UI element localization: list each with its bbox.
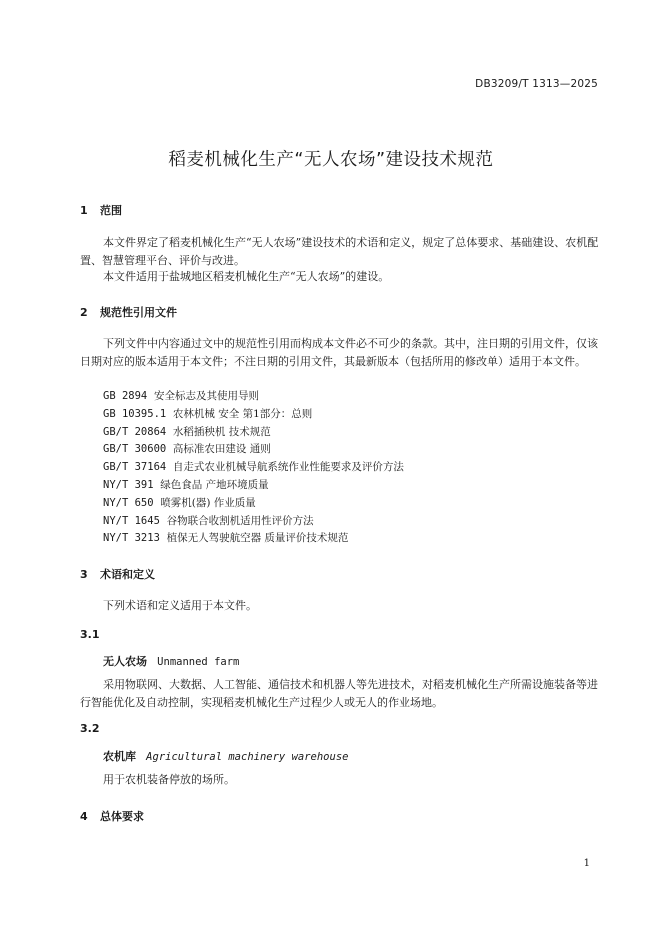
section-1-title: 范围 xyxy=(100,204,122,217)
reference-item: GB/T 20864 水稻插秧机 技术规范 xyxy=(103,425,271,438)
reference-item: GB 2894 安全标志及其使用导则 xyxy=(103,390,259,402)
section-2-title: 规范性引用文件 xyxy=(100,306,177,319)
term-3-1-definition: 采用物联网、大数据、人工智能、通信技术和机器人等先进技术，对稻麦机械化生产所需设施装备等进行智能优化及自动控制，实现稻麦机械化生产过程少人或无人的作业场地。 xyxy=(80,678,598,709)
section-3-title: 术语和定义 xyxy=(100,568,155,581)
term-3-2-definition: 用于农机装备停放的场所。 xyxy=(103,773,235,786)
section-1-paragraph-2: 本文件适用于盐城地区稻麦机械化生产“无人农场”的建设。 xyxy=(103,270,390,283)
reference-item: GB/T 37164 自走式农业机械导航系统作业性能要求及评价方法 xyxy=(103,461,404,474)
term-3-2-chinese: 农机库 xyxy=(103,750,136,763)
term-3-2-number: 3.2 xyxy=(80,722,100,735)
term-3-1-number: 3.1 xyxy=(80,628,100,641)
page-number: 1 xyxy=(583,858,590,869)
section-1-paragraph-1: 本文件界定了稻麦机械化生产“无人农场”建设技术的术语和定义，规定了总体要求、基础建设、农机配置、智慧管理平台、评价与改进。 xyxy=(80,236,599,267)
section-3-heading xyxy=(80,566,155,582)
section-3-number: 3 xyxy=(80,568,88,581)
term-3-1-english: Unmanned farm xyxy=(157,656,240,668)
section-1-heading xyxy=(80,202,122,218)
normative-reference-list xyxy=(103,388,404,548)
section-2-number: 2 xyxy=(80,306,88,319)
section-1-number: 1 xyxy=(80,204,88,217)
document-number: DB3209/T 1313—2025 xyxy=(475,78,598,90)
document-title: 稻麦机械化生产“无人农场”建设技术规范 xyxy=(168,150,494,170)
section-2-heading xyxy=(80,304,177,320)
section-2-paragraph-1: 下列文件中内容通过文中的规范性引用而构成本文件必不可少的条款。其中，注日期的引用文件，仅该日期对应的版本适用于本文件；不注日期的引用文件，其最新版本（包括所用的修改单）适用于本文件。 xyxy=(80,337,598,368)
term-3-2-english: Agricultural machinery warehouse xyxy=(146,751,349,763)
reference-item: NY/T 3213 植保无人驾驶航空器 质量评价技术规范 xyxy=(103,532,349,545)
term-3-1-entry xyxy=(103,650,239,669)
section-4-heading xyxy=(80,808,144,824)
term-3-1-chinese: 无人农场 xyxy=(103,655,147,668)
reference-item: NY/T 1645 谷物联合收割机适用性评价方法 xyxy=(103,514,314,527)
reference-item: GB/T 30600 高标准农田建设 通则 xyxy=(103,443,271,456)
reference-item: NY/T 391 绿色食品 产地环境质量 xyxy=(103,478,269,491)
section-4-title: 总体要求 xyxy=(100,810,144,823)
term-3-2-entry xyxy=(103,745,348,764)
section-3-paragraph-1: 下列术语和定义适用于本文件。 xyxy=(103,599,257,612)
section-4-number: 4 xyxy=(80,810,88,823)
reference-item: GB 10395.1 农林机械 安全 第1部分：总则 xyxy=(103,407,313,420)
reference-item: NY/T 650 喷雾机(器) 作业质量 xyxy=(103,496,256,509)
